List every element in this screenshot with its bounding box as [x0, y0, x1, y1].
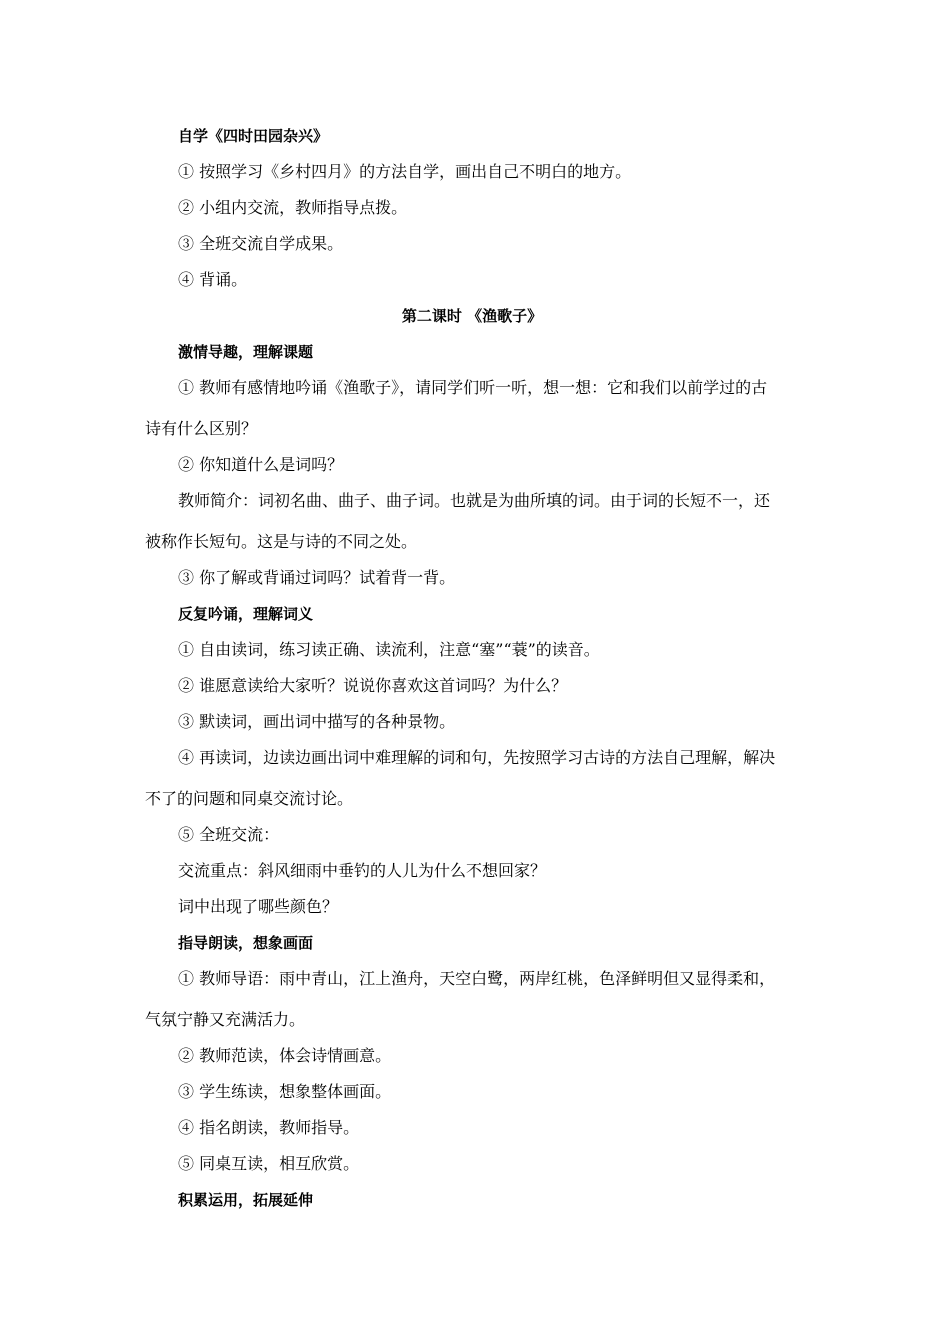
section-heading-self-study: 自学《四时田园杂兴》 — [178, 127, 329, 145]
paragraph-recite-7: 词中出现了哪些颜色？ — [178, 897, 339, 916]
section-heading-reading: 指导朗读，想象画面 — [178, 934, 314, 952]
paragraph-intro-3b: 被称作长短句。这是与诗的不同之处。 — [145, 532, 418, 551]
paragraph-step-1: ① 按照学习《乡村四月》的方法自学，画出自己不明白的地方。 — [178, 162, 632, 181]
lesson-title — [0, 305, 950, 327]
paragraph-reading-1a: ① 教师导语：雨中青山，江上渔舟，天空白鹭，两岸红桃，色泽鲜明但又显得柔和， — [178, 969, 776, 988]
paragraph-recite-3: ③ 默读词，画出词中描写的各种景物。 — [178, 712, 456, 731]
paragraph-step-2: ② 小组内交流，教师指导点拨。 — [178, 198, 408, 217]
section-heading-extend: 积累运用，拓展延伸 — [178, 1191, 314, 1209]
section-heading-recite: 反复吟诵，理解词义 — [178, 605, 314, 623]
paragraph-intro-1a: ① 教师有感情地吟诵《渔歌子》，请同学们听一听，想一想：它和我们以前学过的古 — [178, 378, 768, 397]
paragraph-recite-5: ⑤ 全班交流： — [178, 825, 280, 844]
lesson-title-text: 第二课时 《渔歌子》 — [401, 307, 543, 325]
paragraph-step-3: ③ 全班交流自学成果。 — [178, 234, 344, 253]
section-heading-intro: 激情导趣，理解课题 — [178, 343, 314, 361]
paragraph-intro-2: ② 你知道什么是词吗？ — [178, 455, 344, 474]
paragraph-recite-6: 交流重点：斜风细雨中垂钓的人儿为什么不想回家？ — [178, 861, 547, 880]
paragraph-reading-2: ② 教师范读，体会诗情画意。 — [178, 1046, 392, 1065]
paragraph-reading-4: ④ 指名朗读，教师指导。 — [178, 1118, 360, 1137]
paragraph-intro-4: ③ 你了解或背诵过词吗？试着背一背。 — [178, 568, 456, 587]
paragraph-recite-4a: ④ 再读词，边读边画出词中难理解的词和句，先按照学习古诗的方法自己理解，解决 — [178, 748, 776, 767]
paragraph-step-4: ④ 背诵。 — [178, 270, 248, 289]
paragraph-recite-2: ② 谁愿意读给大家听？说说你喜欢这首词吗？为什么？ — [178, 676, 568, 695]
paragraph-recite-4b: 不了的问题和同桌交流讨论。 — [145, 789, 354, 808]
paragraph-intro-3a: 教师简介：词初名曲、曲子、曲子词。也就是为曲所填的词。由于词的长短不一，还 — [178, 491, 771, 510]
paragraph-reading-5: ⑤ 同桌互读，相互欣赏。 — [178, 1154, 360, 1173]
paragraph-reading-1b: 气氛宁静又充满活力。 — [145, 1010, 306, 1029]
paragraph-intro-1b: 诗有什么区别？ — [145, 419, 258, 438]
paragraph-recite-1: ① 自由读词，练习读正确、读流利，注意“塞”“蓑”的读音。 — [178, 640, 600, 659]
paragraph-reading-3: ③ 学生练读，想象整体画面。 — [178, 1082, 392, 1101]
